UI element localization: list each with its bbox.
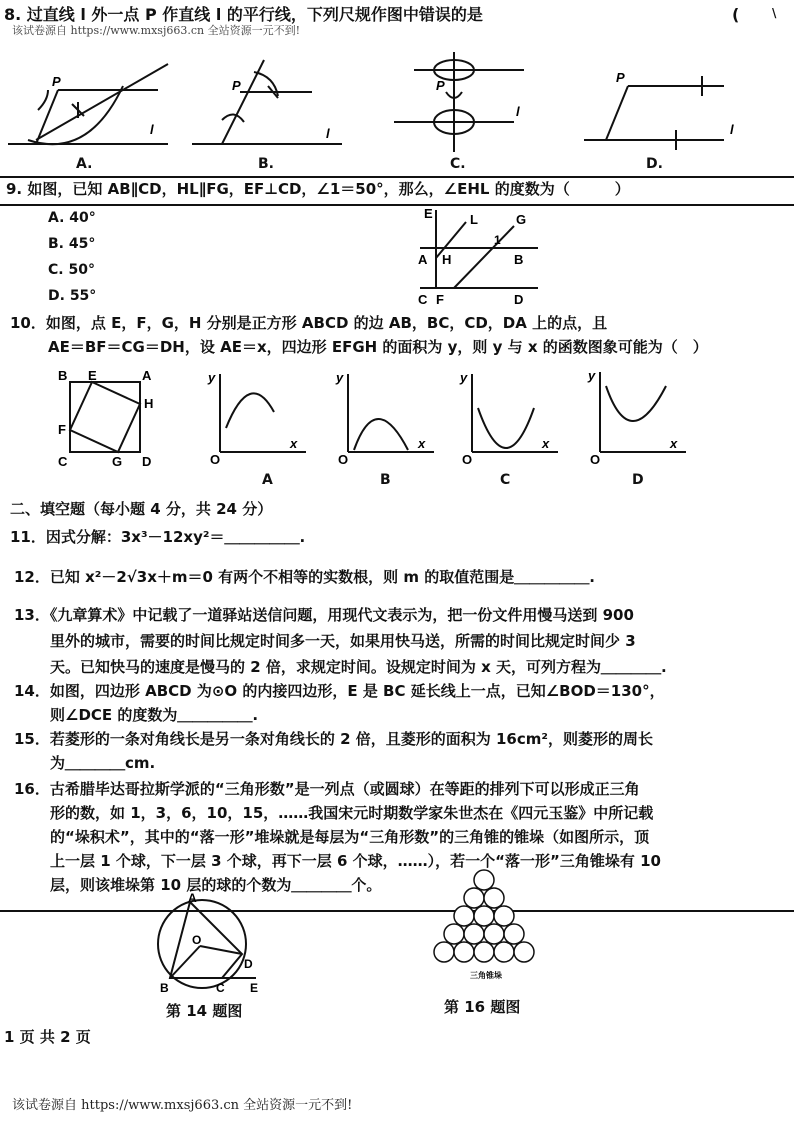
q8a-p-label: P <box>52 74 61 89</box>
fig14-label-a: A <box>188 891 197 905</box>
q10a-axis-y: y <box>208 370 216 385</box>
q10d-axis-x: x <box>670 436 678 451</box>
q10-label-g: G <box>112 454 123 469</box>
q8-figure-b <box>192 60 362 150</box>
q9-label-f: F <box>436 292 444 307</box>
q10b-origin: O <box>338 452 349 467</box>
q8d-p-label: P <box>616 70 625 85</box>
q10c-axis-x: x <box>542 436 550 451</box>
q9-option-c: C. 50° <box>48 262 95 278</box>
q10a-origin: O <box>210 452 221 467</box>
q8-option-c: C. <box>450 156 466 172</box>
q13-line3: 天。已知快马的速度是慢马的 2 倍，求规定时间。设规定时间为 x 天，可列方程为＿＿＿＿. <box>50 658 667 676</box>
q10-option-a: A <box>262 472 273 488</box>
q10-graph-b <box>334 368 438 467</box>
fig16-sublabel: 三角锥垛 <box>470 971 502 980</box>
q8c-l-label: l <box>516 104 520 119</box>
q15-line2: 为＿＿＿＿cm. <box>50 754 156 772</box>
q10b-axis-x: x <box>418 436 426 451</box>
q8-figure-c <box>394 52 544 156</box>
q10-label-h: H <box>144 396 154 411</box>
q16-line2: 形的数，如 1，3，6，10，15，……我国宋元时期数学家朱世杰在《四元玉鉴》中所记载 <box>50 804 654 822</box>
q9-figure <box>414 206 544 308</box>
q8c-p-label: P <box>436 78 445 93</box>
q9-label-a: A <box>418 252 428 267</box>
q9-option-a: A. 40° <box>48 210 96 226</box>
q9-label-e: E <box>424 206 433 221</box>
q15-line1: 15．若菱形的一条对角线长是另一条对角线长的 2 倍，且菱形的面积为 16cm²，则菱形的周长 <box>14 730 653 748</box>
q10-square-figure <box>54 368 164 468</box>
fig14-label-b: B <box>160 981 169 995</box>
section2-title: 二、填空题（每小题 4 分，共 24 分） <box>10 500 273 518</box>
q16-line5: 层，则该堆垛第 10 层的球的个数为＿＿＿＿个。 <box>50 876 382 894</box>
fig14-label-o: O <box>192 933 202 947</box>
q9-label-d: D <box>514 292 524 307</box>
q16-line3: 的“垛积术”，其中的“落一形”堆垛就是每层为“三角形数”的三角锥的锥垛（如图所示，顶 <box>50 828 650 846</box>
q9-option-b: B. 45° <box>48 236 96 252</box>
q8a-l-label: l <box>150 122 154 137</box>
fig14-label-c: C <box>216 981 225 995</box>
q8b-p-label: P <box>232 78 241 93</box>
q8-stem: 8. 过直线 l 外一点 P 作直线 l 的平行线，下列尺规作图中错误的是 <box>4 5 483 24</box>
q8-figure-d <box>574 60 744 150</box>
q10-graph-a <box>206 368 310 467</box>
q9-label-g: G <box>516 212 527 227</box>
q16-line4: 上一层 1 个球，下一层 3 个球，再下一层 6 个球，……），若一个“落一形”三角锥垛有 10 <box>50 852 661 870</box>
q10-label-a: A <box>142 368 152 383</box>
q10-label-e: E <box>88 368 97 383</box>
q10d-axis-y: y <box>588 368 596 383</box>
q9-label-b: B <box>514 252 524 267</box>
q10c-axis-y: y <box>460 370 468 385</box>
q8-option-a: A. <box>76 156 93 172</box>
q16-line1: 16．古希腊毕达哥拉斯学派的“三角形数”是一列点（或圆球）在等距的排列下可以形成正三角 <box>14 780 640 798</box>
q10-stem-line1: 10．如图，点 E，F，G，H 分别是正方形 ABCD 的边 AB，BC，CD，DA 上的点，且 <box>10 314 608 332</box>
q9-label-h: H <box>442 252 452 267</box>
q8-option-b: B. <box>258 156 274 172</box>
page-number: 1 页 共 2 页 <box>4 1028 91 1046</box>
q10-label-b: B <box>58 368 68 383</box>
fig14-caption: 第 14 题图 <box>166 1002 243 1020</box>
q9-option-d: D. 55° <box>48 288 97 304</box>
divider-line <box>0 910 794 912</box>
q14-line2: 则∠DCE 的度数为＿＿＿＿＿. <box>50 706 259 724</box>
q13-line2: 里外的城市，需要的时间比规定时间多一天，如果用快马送，所需的时间比规定时间少 3 <box>50 632 636 650</box>
q9-label-c: C <box>418 292 428 307</box>
q8b-l-label: l <box>326 126 330 141</box>
fig14-label-d: D <box>244 957 253 971</box>
fig16-caption: 第 16 题图 <box>444 998 521 1016</box>
q9-label-angle: 1 <box>494 233 501 247</box>
q11: 11．因式分解：3x³－12xy²＝＿＿＿＿＿. <box>10 528 306 546</box>
q10-option-b: B <box>380 472 391 488</box>
fig14-circle-figure <box>150 891 270 996</box>
q10-label-d: D <box>142 454 152 469</box>
corner-mark: \ <box>772 6 777 20</box>
q9-label-l: L <box>470 212 478 227</box>
q10c-origin: O <box>462 452 473 467</box>
q10-option-d: D <box>632 472 644 488</box>
q14-line1: 14．如图，四边形 ABCD 为⊙O 的内接四边形，E 是 BC 延长线上一点，已知∠BOD＝130°， <box>14 682 665 700</box>
q10a-axis-x: x <box>290 436 298 451</box>
fig14-label-e: E <box>250 981 259 995</box>
q10-label-c: C <box>58 454 68 469</box>
q10-option-c: C <box>500 472 511 488</box>
q10-label-f: F <box>58 422 66 437</box>
q8-answer-paren: ( <box>732 5 740 24</box>
q12: 12．已知 x²－2√3x＋m＝0 有两个不相等的实数根，则 m 的取值范围是＿＿＿＿＿. <box>14 568 595 586</box>
q10-graph-d <box>586 366 690 467</box>
q10b-axis-y: y <box>336 370 344 385</box>
q10-stem-line2: AE＝BF＝CG＝DH，设 AE＝x，四边形 EFGH 的面积为 y，则 y 与 x 的函数图象可能为（ ） <box>48 338 708 356</box>
divider-line <box>0 204 794 206</box>
q8-figure-a <box>8 60 188 150</box>
q13-line1: 13．《九章算术》中记载了一道驿站送信问题，用现代文表示为，把一份文件用慢马送到 900 <box>14 606 634 624</box>
q8d-l-label: l <box>730 122 734 137</box>
q8-option-d: D. <box>646 156 663 172</box>
header-watermark: 该试卷源自 https://www.mxsj663.cn 全站资源一元不到! <box>12 24 301 37</box>
q10d-origin: O <box>590 452 601 467</box>
footer-watermark: 该试卷源自 https://www.mxsj663.cn 全站资源一元不到! <box>12 1098 353 1113</box>
q9-stem: 9. 如图，已知 AB∥CD，HL∥FG，EF⊥CD，∠1＝50°，那么，∠EHL 的度数为（ ） <box>6 180 630 198</box>
q10-graph-c <box>458 368 562 467</box>
fig16-ball-pyramid <box>424 868 544 980</box>
